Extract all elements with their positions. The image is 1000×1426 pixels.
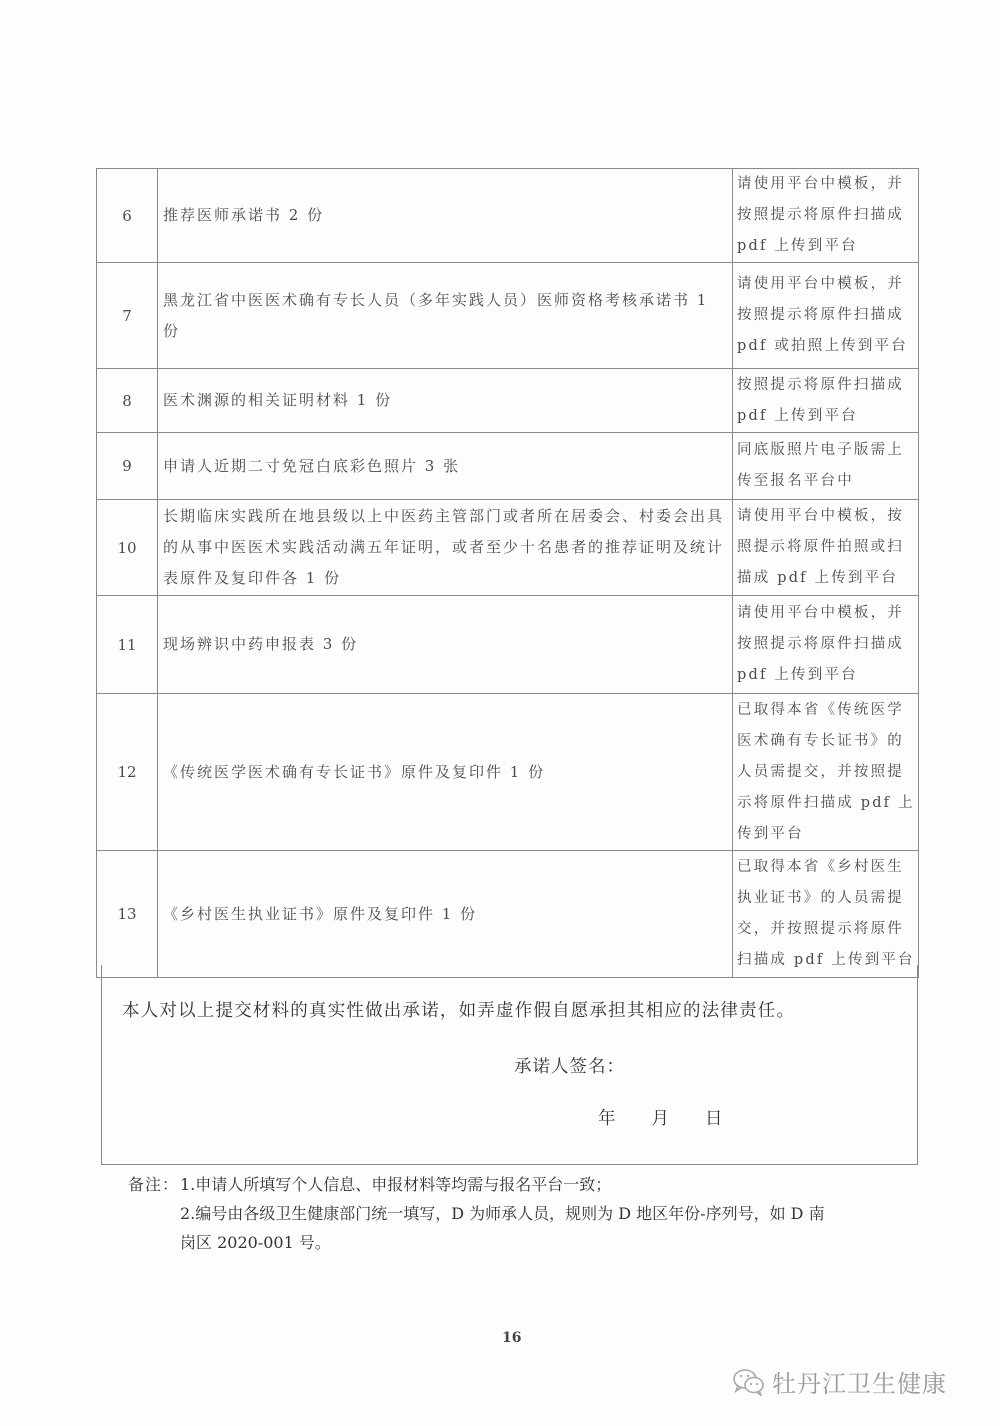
table-row — [97, 596, 919, 694]
remark-item: 岗区 2020-001 号。 — [180, 1233, 331, 1252]
row-number: 12 — [97, 694, 158, 851]
row-number: 9 — [97, 433, 158, 500]
date-year-label: 年 — [598, 1109, 616, 1129]
material-note: 已取得本省《传统医学医术确有专长证书》的人员需提交，并按照提示将原件扫描成 pdf 上传到平台 — [733, 694, 919, 851]
table-row — [97, 500, 919, 596]
material-description: 长期临床实践所在地县级以上中医药主管部门或者所在居委会、村委会出具的从事中医医术实践活动满五年证明，或者至少十名患者的推荐证明及统计表原件及复印件各 1 份 — [158, 500, 733, 596]
row-number: 10 — [97, 500, 158, 596]
material-note: 已取得本省《乡村医生执业证书》的人员需提交，并按照提示将原件扫描成 pdf 上传到平台 — [733, 851, 919, 978]
table-row — [97, 263, 919, 369]
watermark — [732, 1364, 947, 1399]
row-number: 7 — [97, 263, 158, 369]
table-row — [97, 694, 919, 851]
commitment-statement: 本人对以上提交材料的真实性做出承诺，如弄虚作假自愿承担其相应的法律责任。 — [122, 1001, 796, 1021]
material-description: 《传统医学医术确有专长证书》原件及复印件 1 份 — [158, 694, 733, 851]
material-description: 现场辨识中药申报表 3 份 — [158, 596, 733, 694]
table-row — [97, 169, 919, 263]
material-note: 同底版照片电子版需上传至报名平台中 — [733, 433, 919, 500]
date-line — [598, 1105, 723, 1130]
material-note: 请使用平台中模板，并按照提示将原件扫描成 pdf 上传到平台 — [733, 169, 919, 263]
remarks-section — [128, 1170, 825, 1257]
table-row — [97, 369, 919, 433]
page-number: 16 — [502, 1330, 522, 1346]
material-description: 申请人近期二寸免冠白底彩色照片 3 张 — [158, 433, 733, 500]
material-description: 推荐医师承诺书 2 份 — [158, 169, 733, 263]
table-row — [97, 433, 919, 500]
material-note: 按照提示将原件扫描成 pdf 上传到平台 — [733, 369, 919, 433]
material-description: 《乡村医生执业证书》原件及复印件 1 份 — [158, 851, 733, 978]
wechat-icon — [732, 1368, 766, 1396]
row-number: 13 — [97, 851, 158, 978]
signature-label: 承诺人签名： — [514, 1057, 625, 1077]
material-note: 请使用平台中模板，并按照提示将原件扫描成 pdf 上传到平台 — [733, 596, 919, 694]
table-row — [97, 851, 919, 978]
remarks-label: 备注： — [128, 1175, 180, 1194]
material-note: 请使用平台中模板，并按照提示将原件扫描成 pdf 或拍照上传到平台 — [733, 263, 919, 369]
row-number: 6 — [97, 169, 158, 263]
date-month-label: 月 — [651, 1109, 669, 1129]
row-number: 11 — [97, 596, 158, 694]
material-description: 黑龙江省中医医术确有专长人员（多年实践人员）医师资格考核承诺书 1 份 — [158, 263, 733, 369]
commitment-section — [101, 965, 918, 1165]
material-note: 请使用平台中模板，按照提示将原件拍照或扫描成 pdf 上传到平台 — [733, 500, 919, 596]
materials-table — [96, 168, 919, 978]
date-day-label: 日 — [705, 1109, 723, 1129]
material-description: 医术渊源的相关证明材料 1 份 — [158, 369, 733, 433]
row-number: 8 — [97, 369, 158, 433]
watermark-text: 牡丹江卫生健康 — [772, 1370, 947, 1398]
remark-item: 1.申请人所填写个人信息、申报材料等均需与报名平台一致； — [180, 1175, 612, 1194]
remark-item: 2.编号由各级卫生健康部门统一填写，D 为师承人员，规则为 D 地区年份-序列号，如 D 南 — [180, 1204, 825, 1223]
